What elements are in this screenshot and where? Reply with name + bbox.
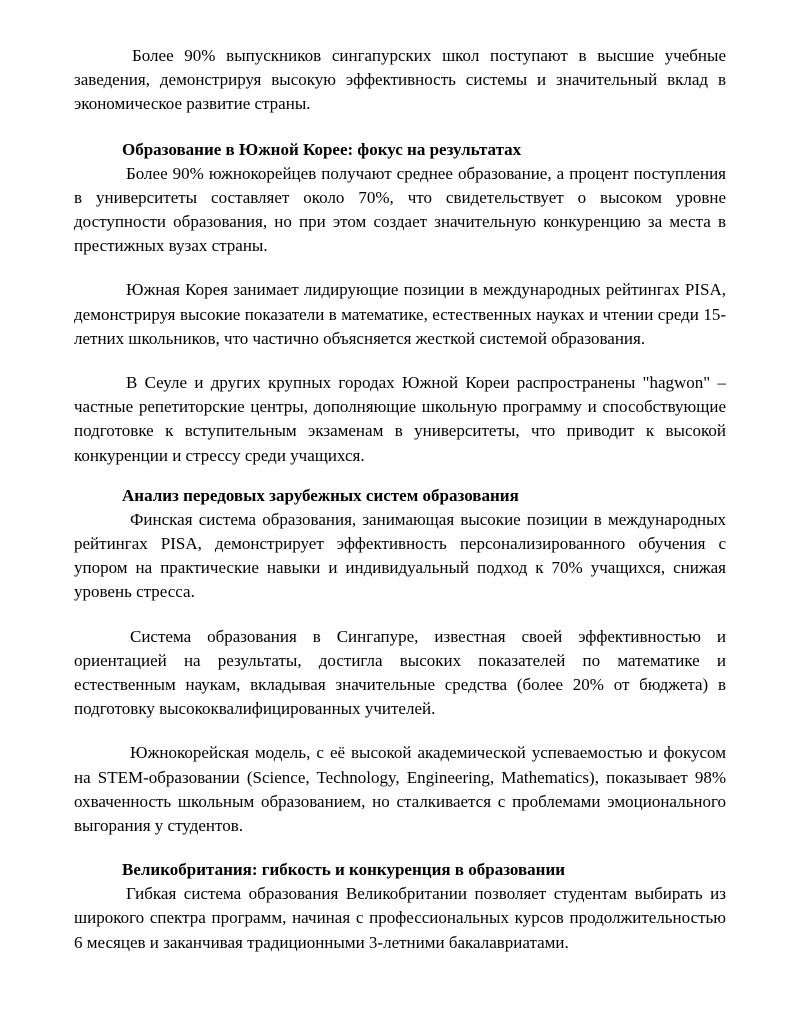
analysis-paragraph-1: Финская система образования, занимающая высокие позиции в международных рейтингах PISA, демонстрирует эффективность персонализированного обучения с упором на практические навыки и индивидуальный подход к 70% учащихся, снижая уровень стресса. — [74, 509, 726, 602]
analysis-paragraph-2: Система образования в Сингапуре, известная своей эффективностью и ориентацией на результаты, достигла высоких показателей по математике и естественным наукам, вкладывая значительные средства (более 20% от бюджета) в подготовку высококвалифицированных учителей. — [74, 626, 726, 719]
heading-uk: Великобритания: гибкость и конкуренция в образовании — [122, 860, 566, 880]
heading-korea: Образование в Южной Корее: фокус на результатах — [122, 139, 522, 159]
uk-paragraph-1: Гибкая система образования Великобритании позволяет студентам выбирать из широкого спектра программ, начиная с профессиональных курсов продолжительностью 6 месяцев и заканчивая традиционными 3-летними бакалавриатами. — [74, 884, 726, 952]
korea-paragraph-2: Южная Корея занимает лидирующие позиции в международных рейтингах PISA, демонстрируя высокие показатели в математике, естественных науках и чтении среди 15-летних школьников, что частично объясняется жесткой системой образования. — [74, 280, 726, 348]
heading-analysis: Анализ передовых зарубежных систем образования — [122, 485, 519, 505]
intro-paragraph: Более 90% выпускников сингапурских школ поступают в высшие учебные заведения, демонстрируя высокую эффективность системы и значительный вклад в экономическое развитие страны. — [74, 46, 726, 114]
korea-paragraph-1: Более 90% южнокорейцев получают среднее образование, а процент поступления в университеты составляет около 70%, что свидетельствует о высоком уровне доступности образования, но при этом создает значительную конкуренцию за места в престижных вузах страны. — [74, 163, 726, 256]
korea-paragraph-3: В Сеуле и других крупных городах Южной Кореи распространены "hagwon" – частные репетиторские центры, дополняющие школьную программу и способствующие подготовке к вступительным экзаменам в университеты, что приводит к высокой конкуренции и стрессу среди учащихся. — [74, 373, 726, 465]
analysis-paragraph-3: Южнокорейская модель, с её высокой академической успеваемостью и фокусом на STEM-образовании (Science, Technology, Engineering, Mathematics), показывает 98% охваченность школьным образованием, но сталкивается с проблемами эмоционального выгорания у студентов. — [74, 743, 726, 836]
